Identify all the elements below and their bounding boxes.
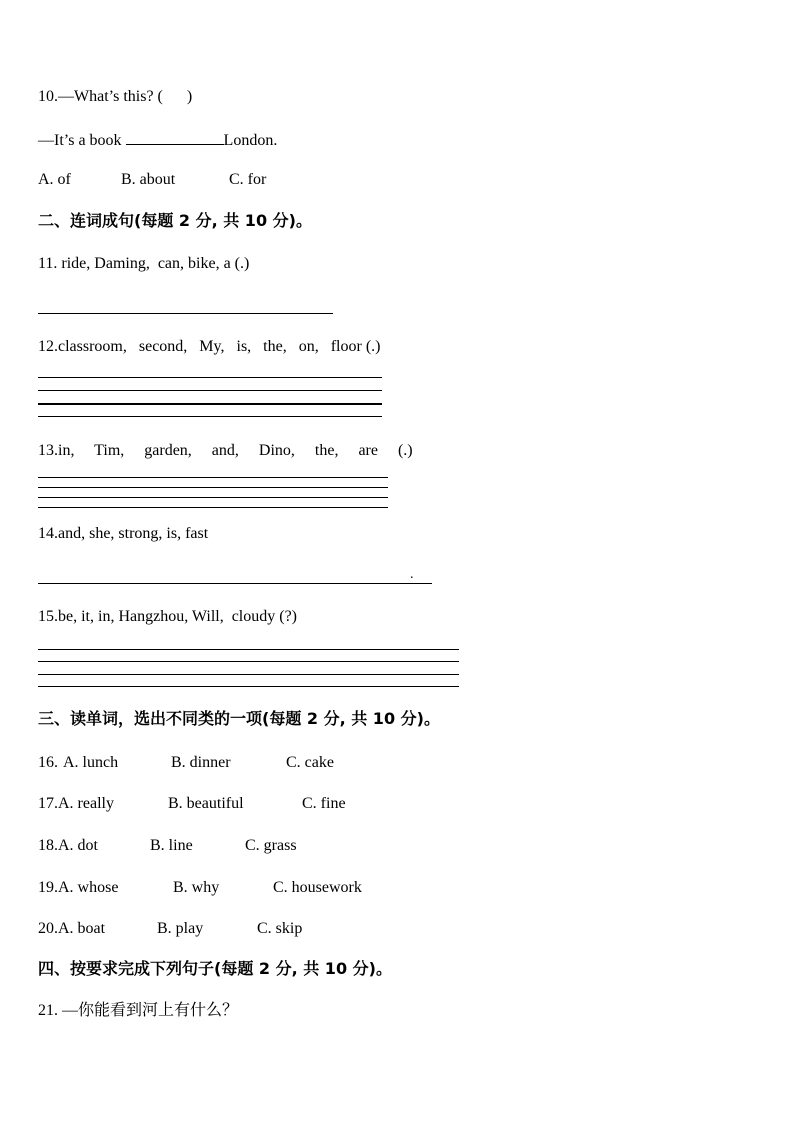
q14-answer-line[interactable] [38, 583, 430, 584]
q13-answer-line-2[interactable] [38, 487, 388, 488]
q16-option-a[interactable]: A. lunch [63, 754, 119, 771]
q20-number: 20. [38, 920, 58, 937]
q16-row [38, 753, 334, 773]
q14-prompt: 14.and, she, strong, is, fast [38, 525, 209, 542]
q19-option-a[interactable]: A. whose [58, 879, 119, 896]
q14-tail-line [420, 583, 432, 584]
q16-number: 16. [38, 754, 58, 771]
q16-option-b[interactable]: B. dinner [171, 754, 231, 771]
q10-sentence-start: —It’s a book [38, 132, 126, 149]
section4-title: 四、按要求完成下列句子(每题 2 分, 共 10 分)。 [38, 959, 392, 978]
q18-option-b[interactable]: B. line [150, 837, 193, 854]
q15-answer-line-3[interactable] [38, 674, 459, 675]
q17-option-c[interactable]: C. fine [302, 795, 346, 812]
q12-answer-line-4[interactable] [38, 416, 382, 417]
q10-sentence [38, 129, 277, 151]
q12-answer-line-1[interactable] [38, 377, 382, 378]
q14-period: . [410, 567, 414, 582]
q13-answer-line-1[interactable] [38, 477, 388, 478]
q20-option-b[interactable]: B. play [157, 920, 204, 937]
q10-blank[interactable] [126, 129, 224, 145]
q15-answer-line-1[interactable] [38, 649, 459, 650]
q18-row [38, 836, 297, 856]
q17-row [38, 794, 346, 814]
q12-answer-line-3[interactable] [38, 403, 382, 405]
q15-answer-line-2[interactable] [38, 661, 459, 662]
q17-option-a[interactable]: A. really [58, 795, 114, 812]
q16-option-c[interactable]: C. cake [286, 754, 334, 771]
q15-answer-line-4[interactable] [38, 686, 459, 687]
q20-row [38, 919, 302, 939]
q13-prompt: 13.in, Tim, garden, and, Dino, the, are (.) [38, 442, 413, 459]
q10-sentence-end: London. [223, 132, 278, 149]
q11-answer-line[interactable] [38, 313, 333, 314]
q17-option-b[interactable]: B. beautiful [168, 795, 244, 812]
q12-prompt: 12.classroom, second, My, is, the, on, floor (.) [38, 338, 381, 355]
q15-prompt: 15.be, it, in, Hangzhou, Will, cloudy (?) [38, 608, 298, 625]
q13-answer-line-3[interactable] [38, 497, 388, 498]
q10-options [38, 170, 266, 190]
q11-prompt: 11. ride, Daming, can, bike, a (.) [38, 255, 250, 272]
q20-option-a[interactable]: A. boat [58, 920, 106, 937]
section3-title: 三、读单词，选出不同类的一项(每题 2 分, 共 10 分)。 [38, 709, 440, 728]
section2-title: 二、连词成句(每题 2 分, 共 10 分)。 [38, 211, 312, 230]
q19-row [38, 878, 362, 898]
q18-number: 18. [38, 837, 58, 854]
q13-answer-line-4[interactable] [38, 507, 388, 508]
q18-option-a[interactable]: A. dot [58, 837, 98, 854]
q10-option-b[interactable]: B. about [121, 171, 176, 188]
q19-option-c[interactable]: C. housework [273, 879, 362, 896]
q19-option-b[interactable]: B. why [173, 879, 220, 896]
q10-question: 10.—What’s this? ( ) [38, 88, 193, 105]
q12-answer-line-2[interactable] [38, 390, 382, 391]
q17-number: 17. [38, 795, 58, 812]
q18-option-c[interactable]: C. grass [245, 837, 297, 854]
q21-prompt: 21. —你能看到河上有什么？ [38, 1002, 239, 1019]
q10-option-a[interactable]: A. of [38, 171, 71, 188]
q20-option-c[interactable]: C. skip [257, 920, 303, 937]
q10-option-c[interactable]: C. for [229, 171, 267, 188]
q19-number: 19. [38, 879, 58, 896]
